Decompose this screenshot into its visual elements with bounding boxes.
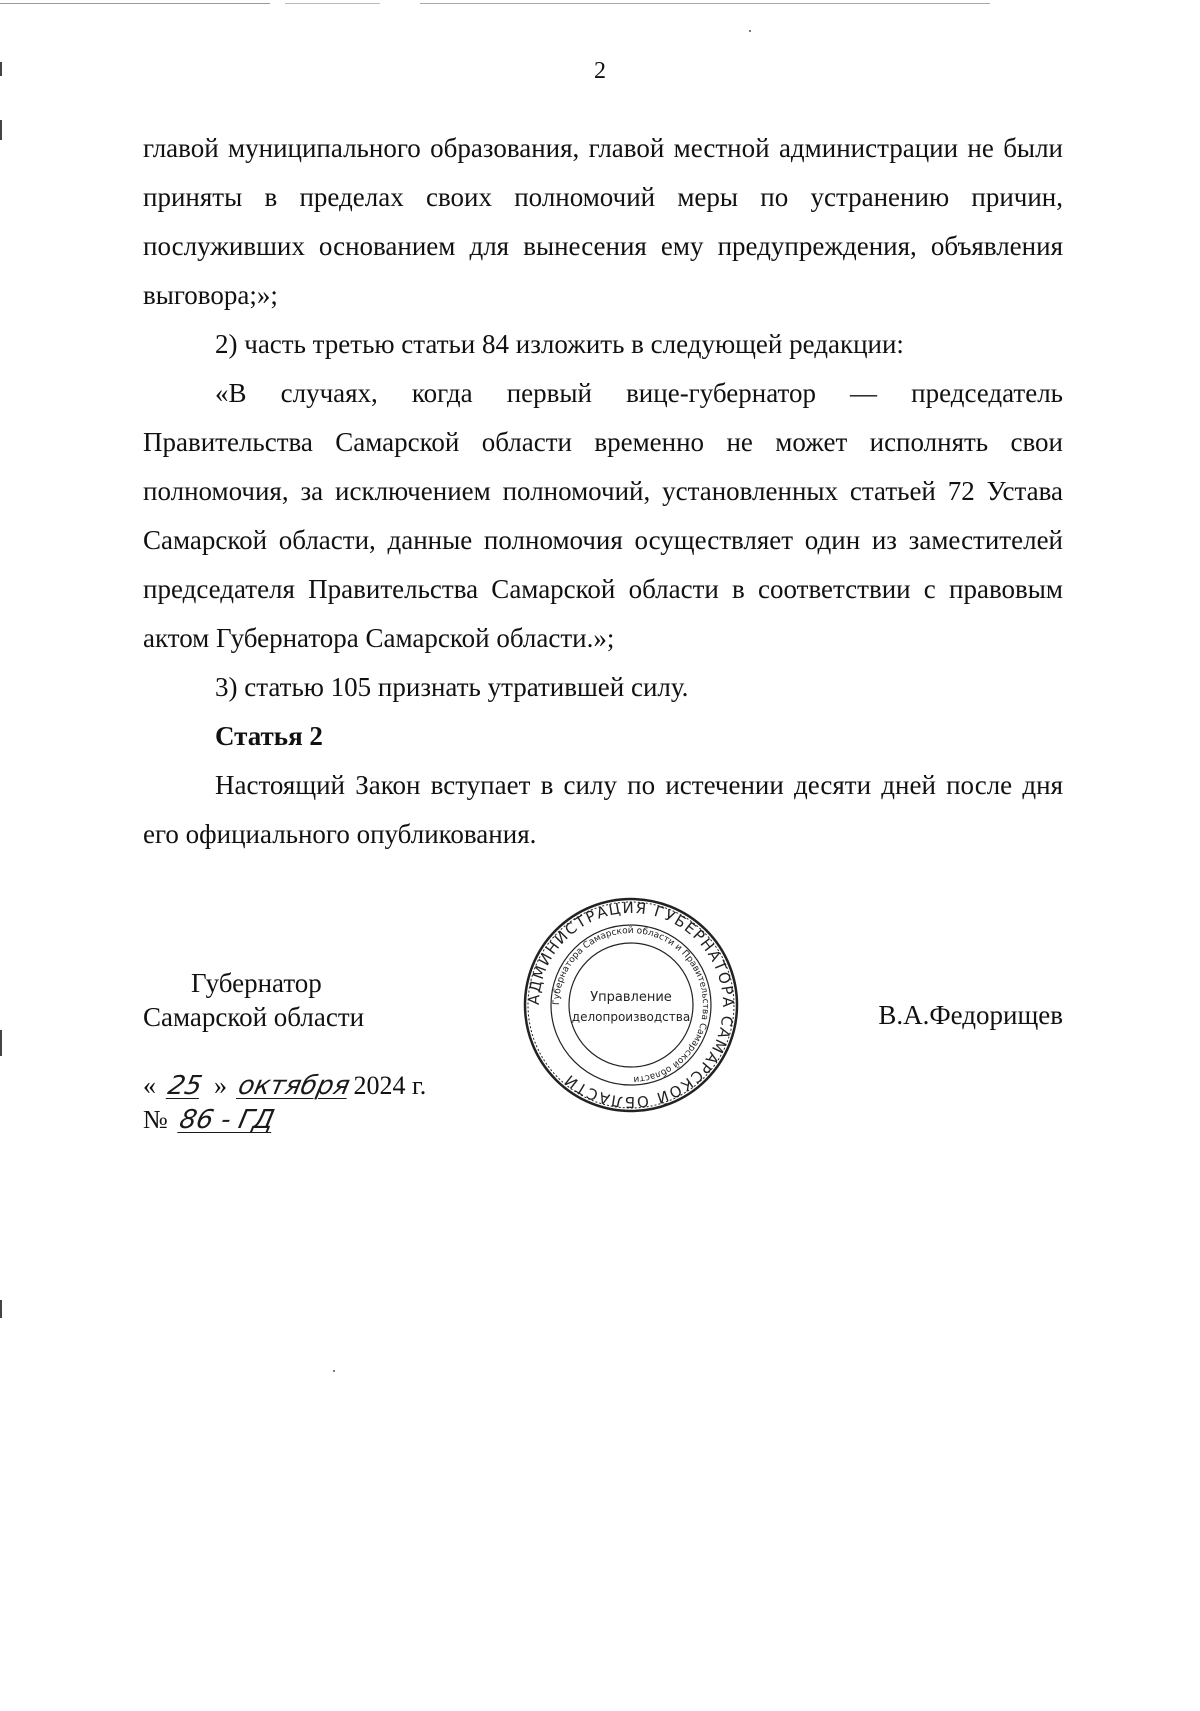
signing-date <box>143 1071 426 1101</box>
date-month-handwritten: октября <box>235 1071 352 1101</box>
signatory-title-line1: Губернатор <box>191 968 322 998</box>
date-close-quote: » <box>214 1071 227 1100</box>
article-2-heading: Статья 2 <box>215 721 323 751</box>
paragraph-new-wording: «В случаях, когда первый вице-губернатор — председатель Правительства Самарской области временно не может исполнять свои полномочия, за исключением полномочий, установленных статьей 72 Устава Самарской области, данные полномочия осуществляет один из заместителей председателя Правительства Самарской области в соответствии с правовым актом Губернатора Самарской области.»; <box>143 378 1063 653</box>
scan-speck <box>749 30 751 32</box>
date-day-handwritten: 25 <box>165 1071 205 1101</box>
official-seal-stamp <box>521 895 741 1115</box>
document-body <box>143 124 1063 859</box>
date-open-quote: « <box>143 1071 156 1100</box>
scan-edge-mark <box>0 120 2 140</box>
seal-inner-text <box>552 926 710 1084</box>
paragraph-item-3: 3) статью 105 признать утратившей силу. <box>215 672 689 702</box>
paragraph-entry-into-force: Настоящий Закон вступает в силу по истечении десяти дней после дня его официального опубликования. <box>143 770 1063 849</box>
scan-edge-line <box>0 3 1200 4</box>
scan-edge-mark <box>0 1300 2 1318</box>
seal-outer-textpath: АДМИНИСТРАЦИЯ ГУБЕРНАТОРА САМАРСКОЙ ОБЛАСТИ <box>524 898 738 1112</box>
seal-center-line2: делопроизводства <box>571 1010 691 1024</box>
paragraph-continuation: главой муниципального образования, главой местной администрации не были приняты в пределах своих полномочий меры по устранению причин, послуживших основанием для вынесения ему предупреждения, объявления выговора;»; <box>143 133 1063 310</box>
scan-speck <box>333 1370 335 1372</box>
seal-middle-circle <box>551 925 711 1085</box>
paragraph-item-2: 2) часть третью статьи 84 изложить в следующей редакции: <box>215 329 904 359</box>
scan-edge-mark <box>0 1030 2 1056</box>
signatory-name: В.А.Федорищев <box>878 1000 1063 1030</box>
seal-graphic <box>521 895 741 1115</box>
seal-inner-textpath: Губернатора Самарской области и Правительства Самарской области <box>551 925 711 1085</box>
signatory-title-line2: Самарской области <box>143 1002 365 1032</box>
date-year: 2024 г. <box>353 1071 427 1100</box>
number-sign: № <box>143 1105 168 1134</box>
law-number <box>143 1105 370 1135</box>
page-number: 2 <box>594 58 606 84</box>
seal-center-line1: Управление <box>590 990 672 1005</box>
signatory-title <box>143 966 503 1034</box>
seal-inner-circle <box>569 943 693 1067</box>
law-number-handwritten: 86 - ГД <box>176 1105 277 1135</box>
